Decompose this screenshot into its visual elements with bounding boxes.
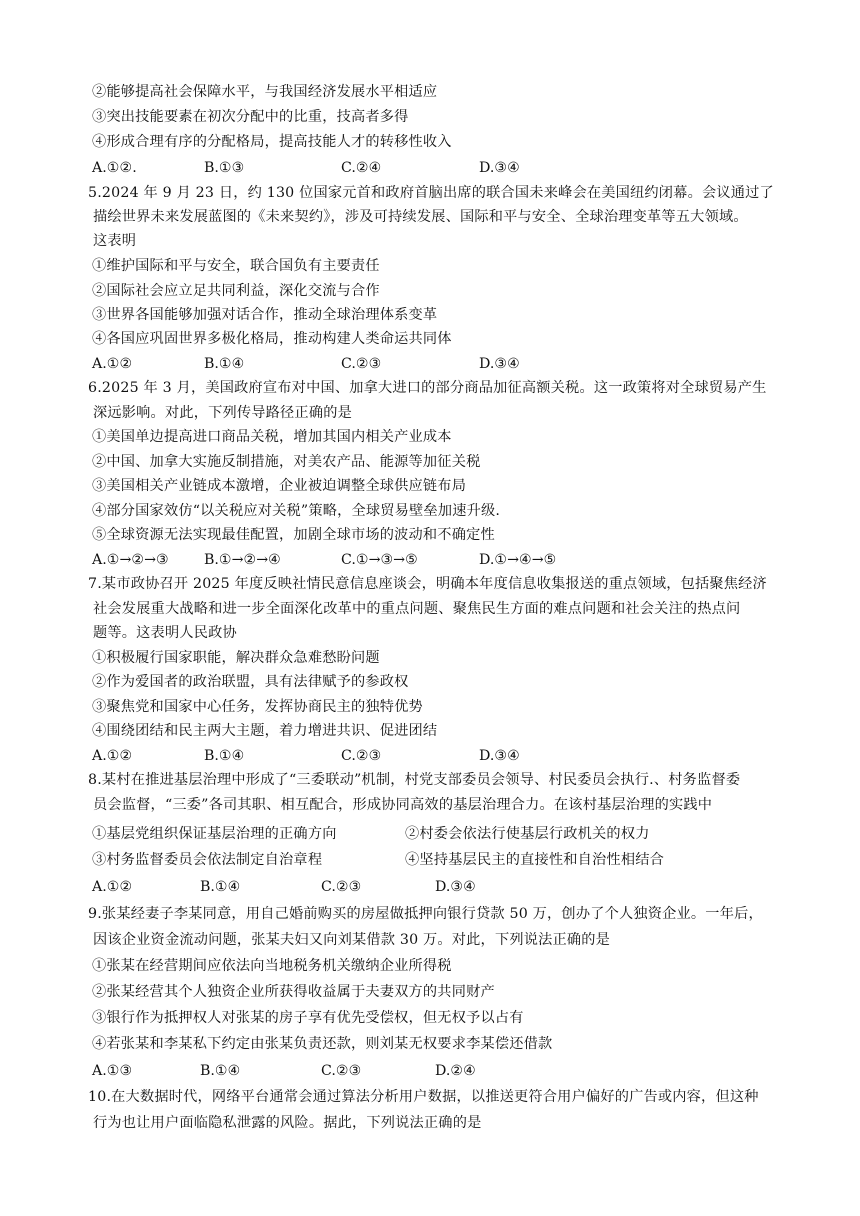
q6-answer-a: A.①→②→③ [92,552,169,568]
q7-answer-d: D.③④ [479,748,520,764]
q6-answer-b: B.①→②→④ [204,552,281,568]
q4-answer-b: B.①③ [204,160,245,176]
q8-answer-d: D.③④ [435,879,476,895]
q6-option-1: ①美国单边提高进口商品关税，增加其国内相关产业成本 [92,429,452,445]
q5-option-2: ②国际社会应立足共同利益，深化交流与合作 [92,283,380,299]
q6-stem-line-1: 6.2025 年 3 月，美国政府宣布对中国、加拿大进口的部分商品加征高额关税。这一政策将对全球贸易产生 [88,380,767,396]
q9-stem-line-1: 9.张某经妻子李某同意，用自己婚前购买的房屋做抵押向银行贷款 50 万，创办了个人独资企业。一年后， [88,906,763,922]
q5-answer-b: B.①④ [204,356,245,372]
q5-stem-line-1: 5.2024 年 9 月 23 日，约 130 位国家元首和政府首脑出席的联合国未来峰会在美国纽约闭幕。会议通过了 [88,185,774,201]
q5-answer-d: D.③④ [479,356,520,372]
q9-option-4: ④若张某和李某私下约定由张某负责还款，则刘某无权要求李某偿还借款 [92,1036,553,1052]
q6-option-2: ②中国、加拿大实施反制措施，对美农产品、能源等加征关税 [92,454,481,470]
q7-answer-a: A.①② [92,748,133,764]
q6-option-5: ⑤全球资源无法实现最佳配置，加剧全球市场的波动和不确定性 [92,527,495,543]
q5-answer-a: A.①② [92,356,133,372]
q7-option-4: ④围绕团结和民主两大主题，着力增进共识、促进团结 [92,723,438,739]
q6-answer-d: D.①→④→⑤ [479,552,557,568]
q6-option-3: ③美国相关产业链成本激增，企业被迫调整全球供应链布局 [92,478,467,494]
q7-stem-line-3: 题等。这表明人民政协 [93,625,237,641]
q7-answer-b: B.①④ [204,748,245,764]
q8-answer-a: A.①② [92,879,133,895]
q8-answer-b: B.①④ [200,879,241,895]
q8-option-4: ④坚持基层民主的直接性和自治性相结合 [405,852,664,868]
q9-answer-d: D.②④ [435,1063,476,1079]
q10-stem-line-1: 10.在大数据时代，网络平台通常会通过算法分析用户数据，以推送更符合用户偏好的广告或内容，但这种 [88,1089,759,1105]
q9-option-2: ②张某经营其个人独资企业所获得收益属于夫妻双方的共同财产 [92,984,495,1000]
q6-option-4: ④部分国家效仿“以关税应对关税”策略，全球贸易壁垒加速升级. [92,503,501,519]
q7-answer-c: C.②③ [341,748,382,764]
q4-option-2: ②能够提高社会保障水平，与我国经济发展水平相适应 [92,84,438,100]
q9-option-1: ①张某在经营期间应依法向当地税务机关缴纳企业所得税 [92,958,452,974]
q5-option-1: ①维护国际和平与安全，联合国负有主要责任 [92,258,380,274]
q10-stem-line-2: 行为也让用户面临隐私泄露的风险。据此，下列说法正确的是 [93,1115,482,1131]
q9-option-3: ③银行作为抵押权人对张某的房子享有优先受偿权，但无权予以占有 [92,1010,524,1026]
q6-stem-line-2: 深远影响。对此，下列传导路径正确的是 [93,405,352,421]
q7-option-2: ②作为爱国者的政治联盟，具有法律赋予的参政权 [92,674,409,690]
q5-stem-line-2: 描绘世界未来发展蓝图的《未来契约》，涉及可持续发展、国际和平与安全、全球治理变革等五大领域。 [93,209,748,225]
q5-option-3: ③世界各国能够加强对话合作，推动全球治理体系变革 [92,307,438,323]
q8-option-2: ②村委会依法行使基层行政机关的权力 [405,826,650,842]
q4-answer-c: C.②④ [341,160,382,176]
q4-answer-a: A.①②. [92,160,137,176]
q9-stem-line-2: 因该企业资金流动问题，张某夫妇又向刘某借款 30 万。对此，下列说法正确的是 [93,932,611,948]
q7-stem-line-2: 社会发展重大战略和进一步全面深化改革中的重点问题、聚焦民生方面的难点问题和社会关注的热点问 [93,601,741,617]
q4-answer-d: D.③④ [479,160,520,176]
q9-answer-a: A.①③ [92,1063,133,1079]
q8-stem-line-2: 员会监督，“三委”各司其职、相互配合，形成协同高效的基层治理合力。在该村基层治理的实践中 [93,797,713,813]
q9-answer-c: C.②③ [321,1063,362,1079]
q8-answer-c: C.②③ [321,879,362,895]
q7-option-3: ③聚焦党和国家中心任务，发挥协商民主的独特优势 [92,699,423,715]
q8-option-1: ①基层党组织保证基层治理的正确方向 [92,826,337,842]
q5-answer-c: C.②③ [341,356,382,372]
q4-option-3: ③突出技能要素在初次分配中的比重，技高者多得 [92,109,409,125]
q5-stem-line-3: 这表明 [93,233,137,249]
q8-option-3: ③村务监督委员会依法制定自治章程 [92,852,323,868]
q4-option-4: ④形成合理有序的分配格局，提高技能人才的转移性收入 [92,134,452,150]
q5-option-4: ④各国应巩固世界多极化格局，推动构建人类命运共同体 [92,331,452,347]
q7-stem-line-1: 7.某市政协召开 2025 年度反映社情民意信息座谈会，明确本年度信息收集报送的重点领域，包括聚焦经济 [88,576,767,592]
q8-stem-line-1: 8.某村在推进基层治理中形成了“三委联动”机制，村党支部委员会领导、村民委员会执行.、村务监督委 [88,772,741,788]
q6-answer-c: C.①→③→⑤ [341,552,418,568]
q7-option-1: ①积极履行国家职能，解决群众急难愁盼问题 [92,650,380,666]
q9-answer-b: B.①④ [200,1063,241,1079]
